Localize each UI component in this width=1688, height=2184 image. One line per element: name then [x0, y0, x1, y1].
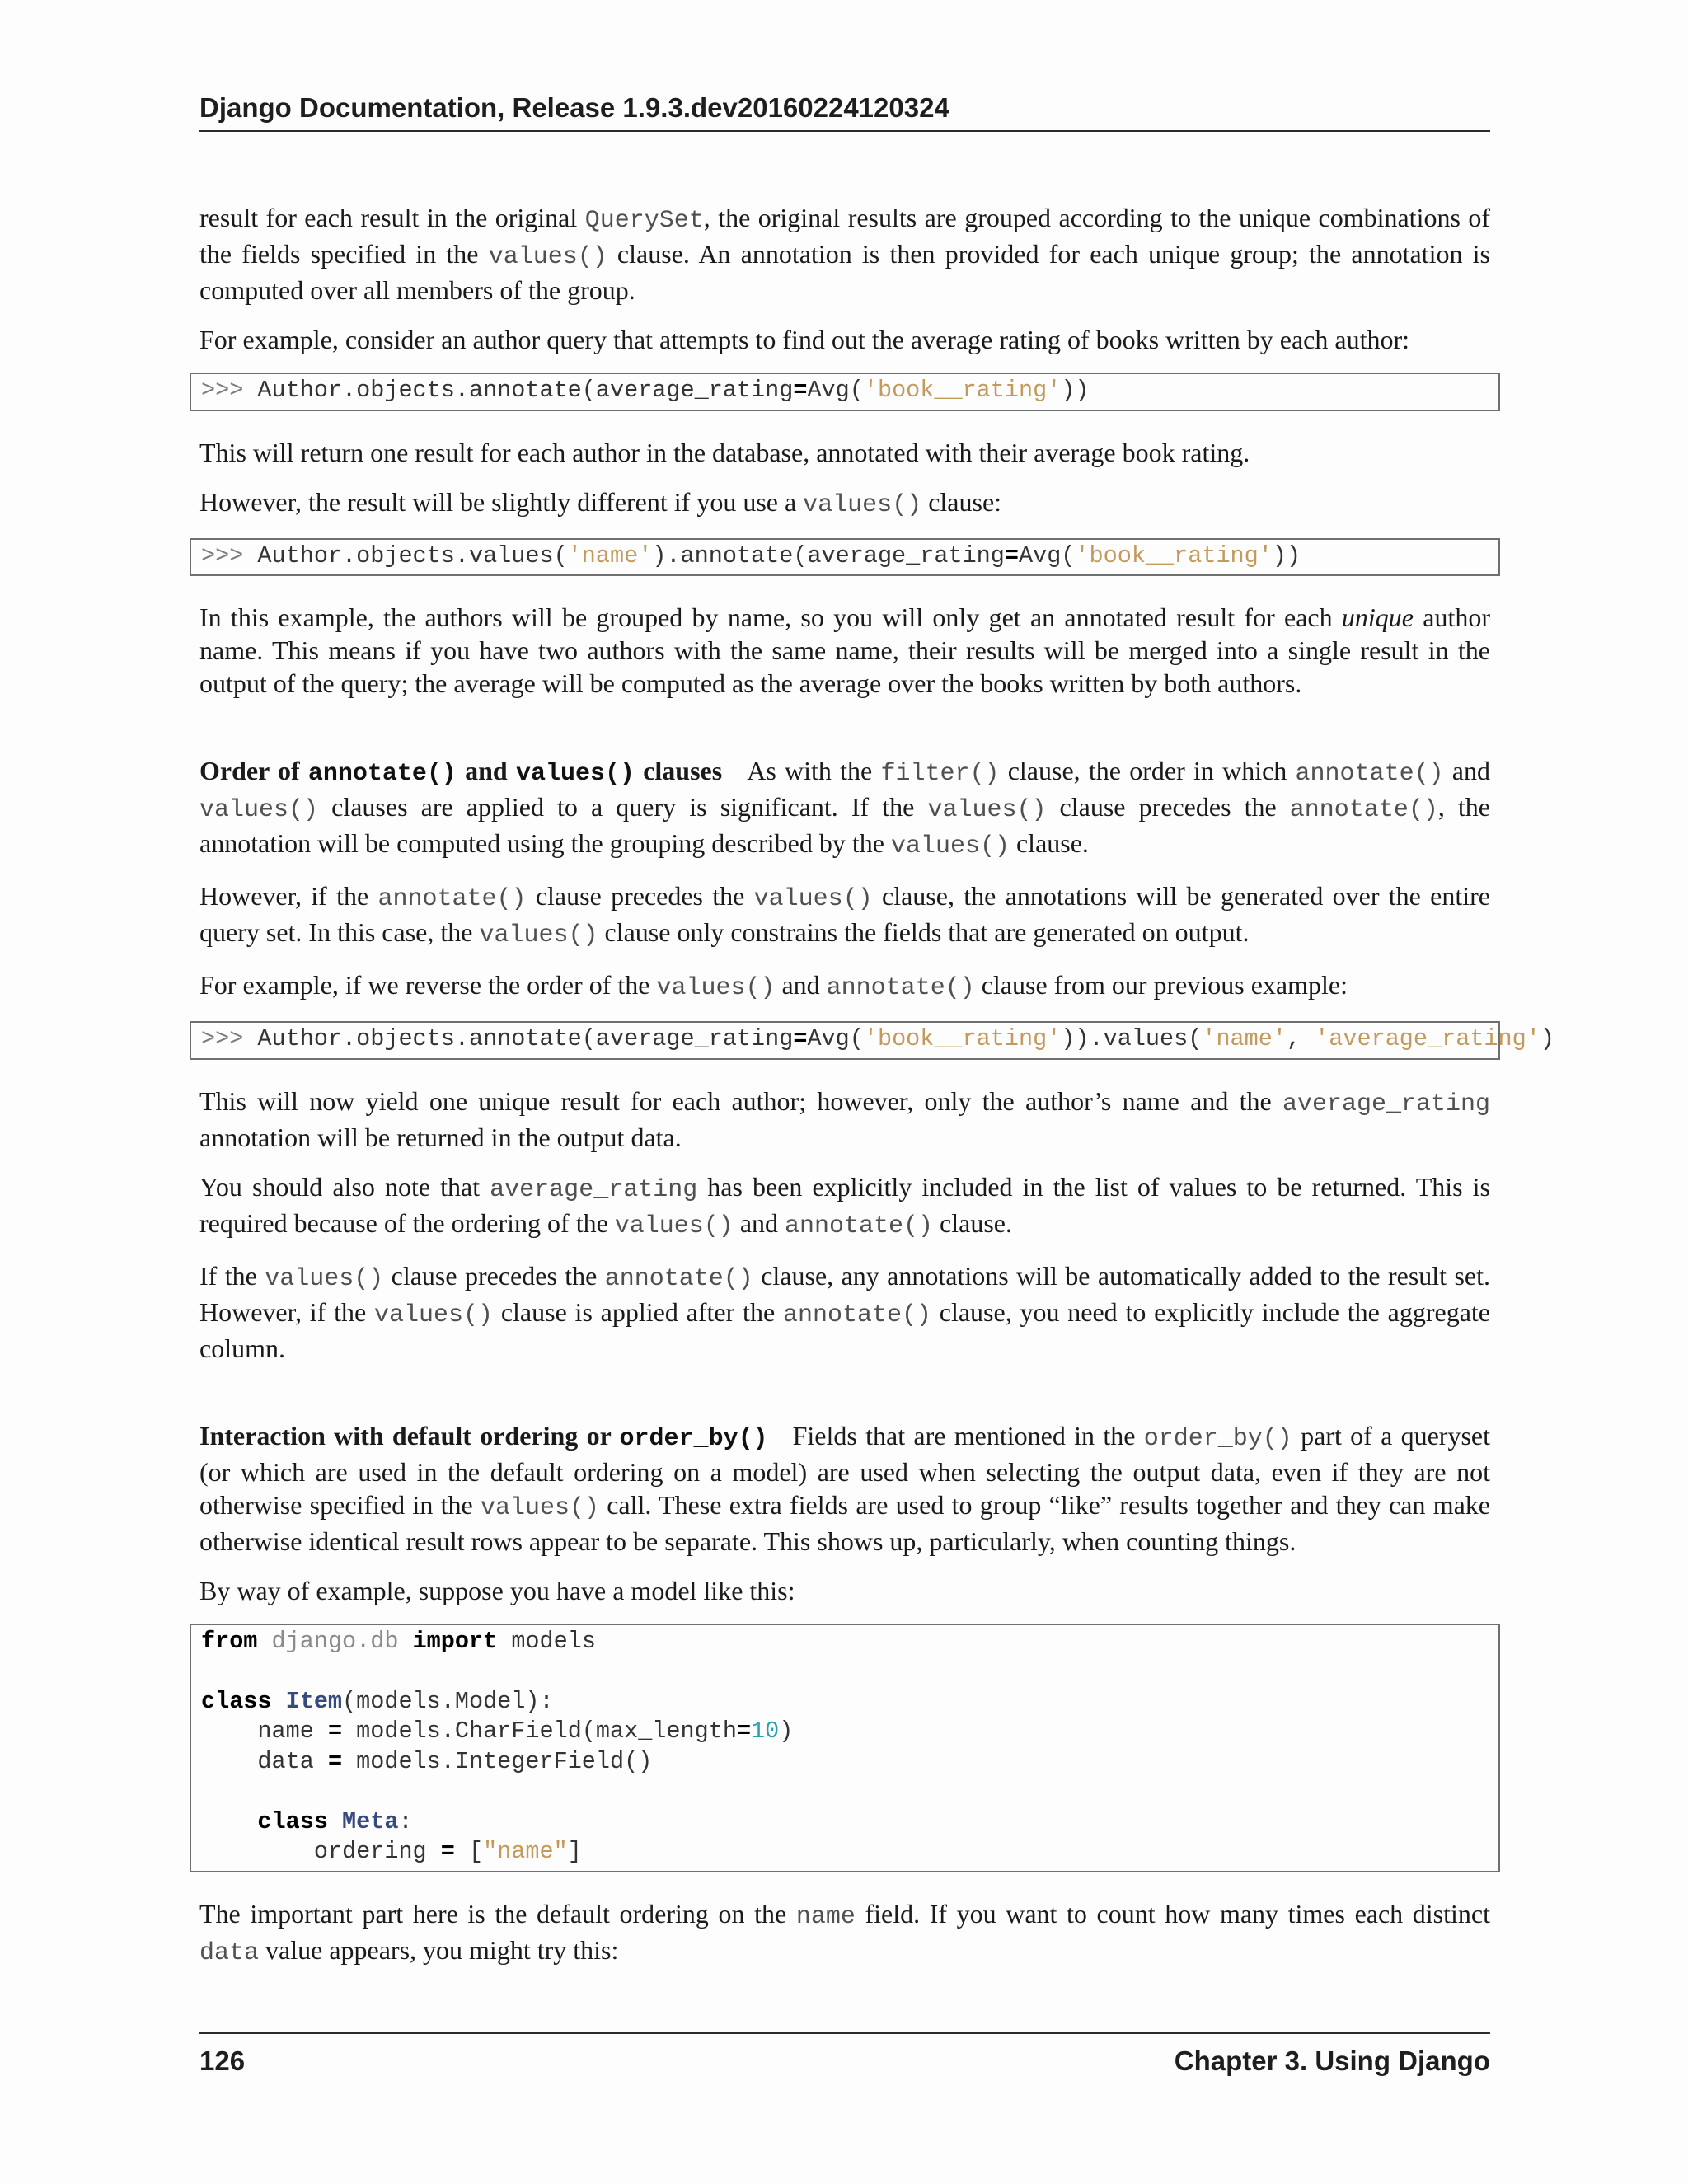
paragraph — [199, 1170, 1490, 1243]
section-heading-ordering: Interaction with default ordering or order_by() — [199, 1420, 768, 1453]
text-run: However, the result will be slightly different if you use a — [199, 486, 804, 517]
code-class-name: Meta — [342, 1807, 399, 1835]
paragraph — [199, 1259, 1490, 1365]
text-run: clause. — [1009, 828, 1089, 858]
text-run: field. If you want to count how many times each distinct — [855, 1898, 1491, 1929]
text-run: If the — [199, 1260, 265, 1291]
code-string: 'average_rating' — [1315, 1025, 1540, 1052]
section-paragraph — [199, 754, 1490, 863]
code-text: )) — [1272, 541, 1301, 569]
code-class-name: Item — [285, 1687, 343, 1715]
inline-code: values() — [488, 243, 607, 271]
code-number: 10 — [751, 1718, 780, 1745]
code-text: name — [201, 1718, 328, 1745]
code-text: data — [201, 1747, 328, 1775]
inline-code: name — [795, 1902, 856, 1931]
code-prompt: >>> — [201, 377, 258, 404]
page-number: 126 — [199, 2046, 246, 2076]
inline-code: annotate() — [782, 1301, 931, 1329]
code-text: Avg( — [807, 1025, 864, 1052]
paragraph — [199, 968, 1490, 1005]
text-run: clause, the order in which — [999, 756, 1296, 785]
paragraph: By way of example, suppose you have a model like this: — [199, 1575, 795, 1605]
code-text: , — [1286, 1025, 1315, 1052]
text-run: clause. — [933, 1207, 1012, 1238]
code-operator: = — [736, 1718, 752, 1745]
paragraph: This will return one result for each author in the database, annotated with their average book rating. — [199, 437, 1250, 467]
paragraph — [199, 201, 1490, 307]
inline-code: average_rating — [490, 1175, 698, 1204]
inline-code: values() — [374, 1301, 494, 1329]
text-run: clause, the annotations will be generated over the entire query set. In this case, the — [199, 881, 1491, 947]
text-run: clause, any annotations will be automatically added to the result set. However, if the — [199, 1260, 1491, 1327]
code-text: ) — [1540, 1025, 1554, 1052]
code-operator: = — [440, 1838, 455, 1865]
code-text: )).values( — [1061, 1025, 1203, 1052]
page-header: Django Documentation, Release 1.9.3.dev20160224120324 — [199, 92, 1490, 132]
code-text: (models.Model): — [342, 1687, 554, 1715]
inline-code: annotate() — [826, 974, 975, 1002]
code-string: 'book__rating' — [863, 377, 1062, 404]
text-run: annotation will be returned in the output data. — [199, 1122, 682, 1152]
inline-code: annotate() — [1295, 760, 1444, 788]
text-run: clause, you need to explicitly include the aggregate column. — [199, 1296, 1491, 1363]
page-content — [199, 201, 1554, 1986]
code-text: models — [511, 1627, 596, 1655]
chapter-title: Chapter 3. Using Django — [1174, 2046, 1490, 2076]
text-run: clause precedes the — [526, 881, 754, 911]
inline-code: values() — [803, 490, 922, 519]
code-string: 'book__rating' — [1075, 541, 1273, 569]
code-prompt: >>> — [201, 1025, 258, 1052]
text-run: Fields that are mentioned in the — [792, 1420, 1144, 1451]
section-paragraph — [199, 1419, 1490, 1558]
code-string: 'name' — [567, 541, 653, 569]
code-operator: = — [793, 377, 808, 404]
inline-code: data — [199, 1938, 260, 1967]
code-block — [190, 1021, 1554, 1060]
text-run: clause precedes the — [383, 1260, 605, 1291]
code-keyword: class — [201, 1687, 272, 1715]
code-text: Author.objects.values( — [257, 541, 568, 569]
code-operator: = — [327, 1718, 343, 1745]
inline-code: values() — [480, 1493, 599, 1522]
code-text: Avg( — [1019, 541, 1076, 569]
text-run: clause from our previous example: — [974, 970, 1348, 1000]
paragraph: For example, consider an author query that attempts to find out the average rating of books written by each author: — [199, 325, 1409, 354]
inline-code: values() — [479, 921, 598, 949]
inline-code: annotate() — [1289, 796, 1438, 824]
code-prompt: >>> — [201, 541, 258, 569]
inline-code: values() — [614, 1212, 734, 1240]
inline-code: values() — [753, 885, 873, 913]
code-string: 'book__rating' — [863, 1025, 1062, 1052]
inline-code: average_rating — [1282, 1090, 1490, 1118]
code-block — [190, 538, 1500, 577]
code-text: models.IntegerField() — [342, 1747, 653, 1775]
section-heading-order: Order of annotate() and values() clauses — [199, 756, 723, 788]
text-run: This will now yield one unique result for each author; however, only the author’s name and the — [199, 1085, 1282, 1116]
code-string: "name" — [483, 1838, 568, 1865]
text-run: clause only constrains the fields that are generated on output. — [598, 917, 1250, 947]
text-run: value appears, you might try this: — [259, 1934, 619, 1965]
text-run: and — [775, 970, 827, 1000]
paragraph — [199, 601, 1490, 700]
code-keyword: from — [201, 1627, 258, 1655]
text-run: clause. An annotation is then provided for each unique group; the annotation is computed over all members of the group. — [199, 239, 1490, 305]
text-run: In this example, the authors will be grouped by name, so you will only get an annotated result for each — [199, 602, 1342, 632]
text-run: clause: — [921, 486, 1002, 517]
text-run: and — [733, 1207, 785, 1238]
inline-code: filter() — [880, 760, 1000, 788]
paragraph — [199, 879, 1490, 952]
code-text: ordering — [201, 1838, 441, 1865]
code-text: ).annotate(average_rating — [652, 541, 1005, 569]
inline-code: annotate() — [604, 1264, 753, 1293]
code-text: ] — [567, 1838, 582, 1865]
text-run: result for each result in the original — [199, 203, 585, 232]
code-text: models.CharField(max_length — [342, 1718, 737, 1745]
text-run: You should also note that — [199, 1171, 490, 1202]
text-run: part of a queryset (or which are used in the default ordering on a model) are used when selecting the output data, even if they are not otherwise specified in the — [199, 1420, 1491, 1520]
text-run: clause is applied after the — [493, 1296, 783, 1327]
code-operator: = — [1004, 541, 1019, 569]
page-footer — [199, 2032, 1490, 2077]
paragraph — [199, 485, 1490, 522]
code-block — [190, 373, 1500, 411]
inline-code: order_by() — [1143, 1424, 1292, 1453]
inline-code: values() — [890, 832, 1010, 860]
paragraph — [199, 1085, 1490, 1154]
inline-code: values() — [199, 796, 319, 824]
code-block-model — [190, 1624, 1500, 1872]
text-run: author name. This means if you have two authors with the same name, their results will be merged into a single result in the output of the query; the average will be computed as the average over the books written by both authors. — [199, 602, 1491, 698]
text-run: , the original results are grouped according to the unique combinations of the fields specified in the — [199, 203, 1491, 269]
code-text: ) — [779, 1718, 794, 1745]
text-run: The important part here is the default ordering on the — [199, 1898, 796, 1929]
code-operator: = — [327, 1747, 343, 1775]
code-text: Author.objects.annotate(average_rating — [257, 377, 794, 404]
inline-code: values() — [927, 796, 1047, 824]
text-run: As with the — [747, 756, 881, 785]
text-run: , the annotation will be computed using the grouping described by the — [199, 792, 1491, 858]
code-text: )) — [1061, 377, 1090, 404]
paragraph — [199, 1897, 1490, 1970]
code-keyword: import — [412, 1627, 498, 1655]
code-text: Avg( — [807, 377, 864, 404]
inline-code: annotate() — [785, 1212, 934, 1240]
inline-code: annotate() — [377, 885, 527, 913]
text-run: and — [1443, 756, 1491, 785]
text-run: clauses are applied to a query is significant. If the — [318, 792, 928, 822]
inline-code: QuerySet — [584, 207, 704, 235]
inline-code: values() — [265, 1264, 384, 1293]
text-run: clause precedes the — [1046, 792, 1290, 822]
text-run: has been explicitly included in the list of values to be returned. This is required because of the ordering of the — [199, 1171, 1491, 1238]
inline-code: values() — [656, 974, 776, 1002]
code-text: [ — [454, 1838, 484, 1865]
code-module: django.db — [271, 1627, 399, 1655]
text-run: However, if the — [199, 881, 378, 911]
text-run: For example, if we reverse the order of the — [199, 970, 657, 1000]
emphasis: unique — [1341, 602, 1414, 632]
code-text: : — [398, 1807, 413, 1835]
text-run: call. These extra fields are used to group “like” results together and they can make otherwise identical result rows appear to be separate. This shows up, particularly, when counting things. — [199, 1489, 1491, 1556]
code-operator: = — [793, 1025, 808, 1052]
code-keyword: class — [257, 1807, 328, 1835]
code-text: Author.objects.annotate(average_rating — [257, 1025, 794, 1052]
code-string: 'name' — [1202, 1025, 1287, 1052]
